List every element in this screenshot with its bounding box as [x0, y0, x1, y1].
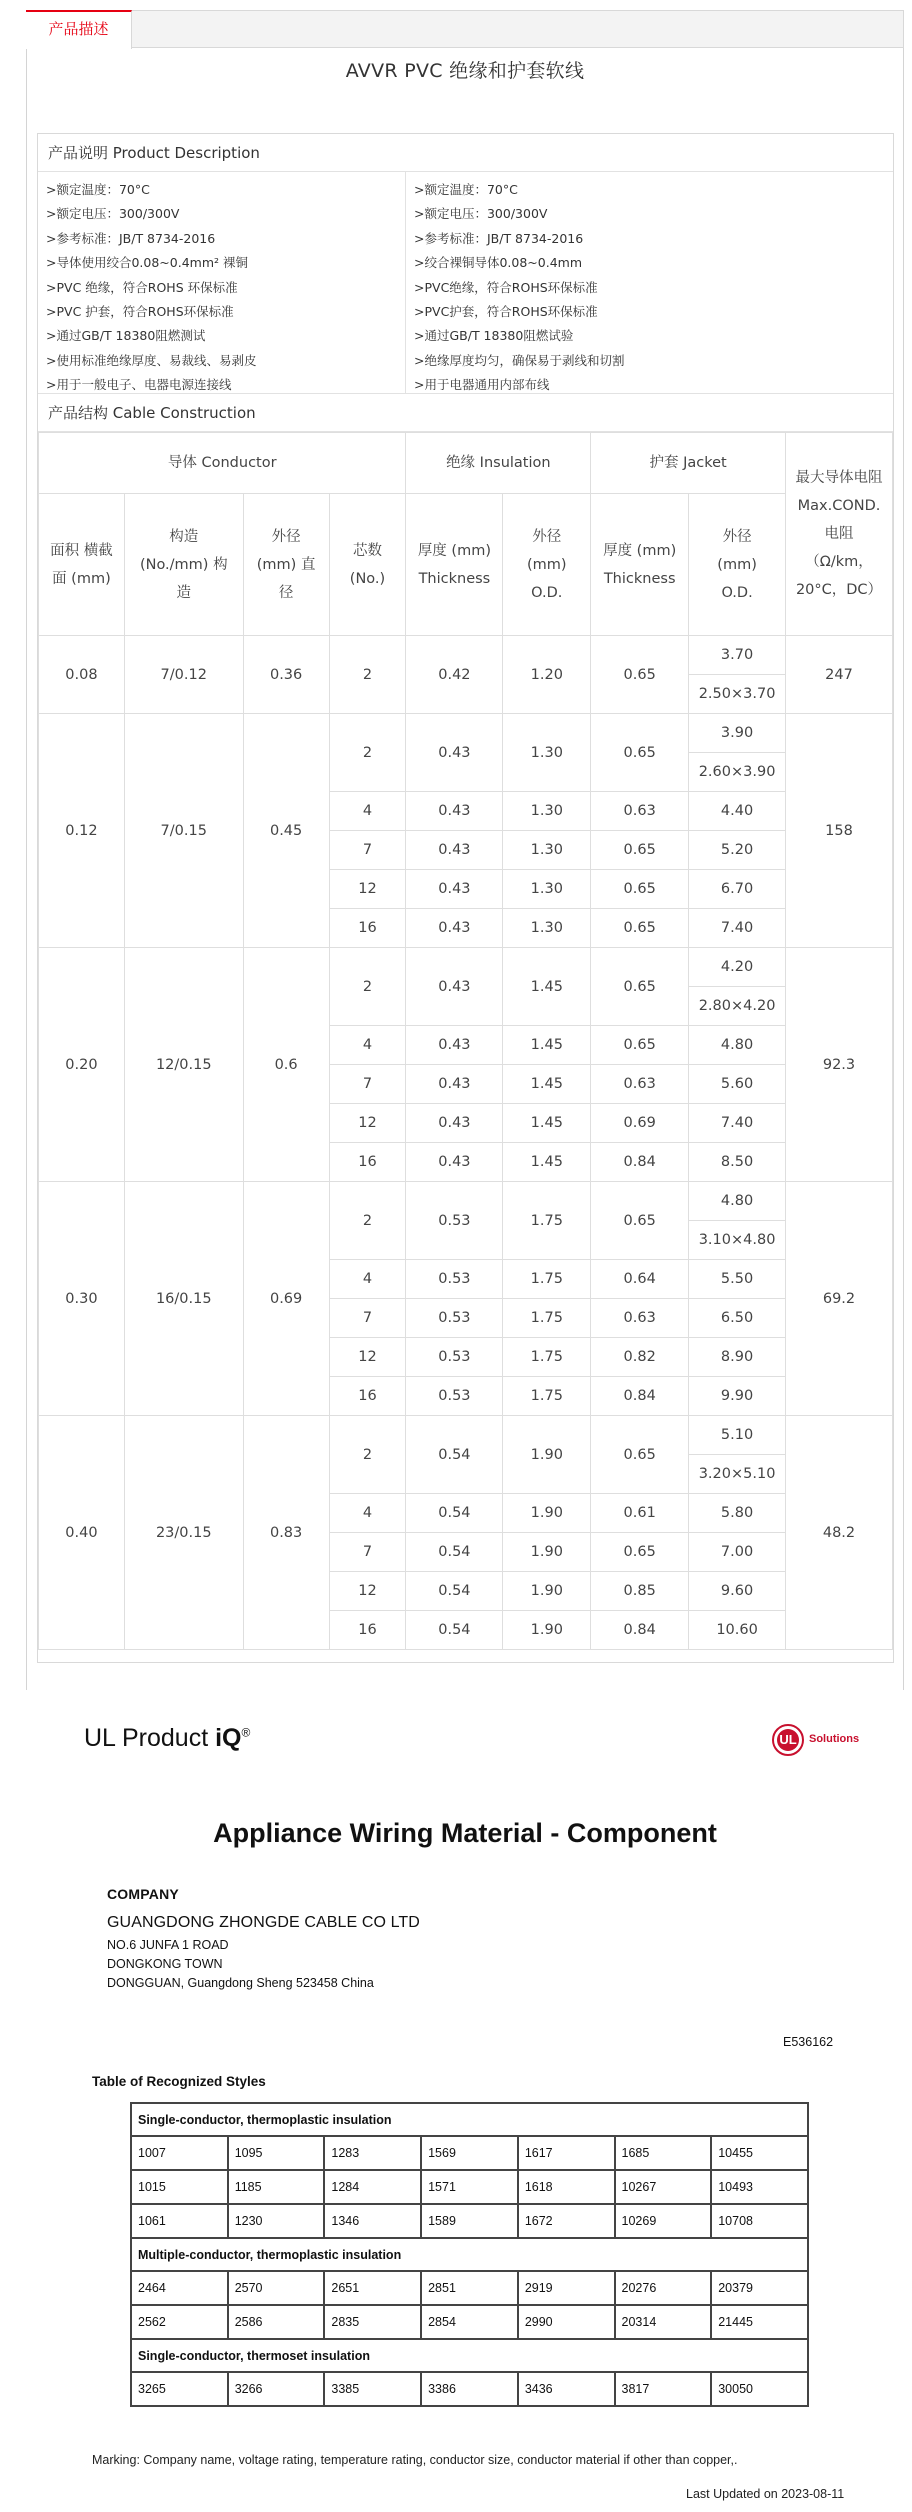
last-updated: Last Updated on 2023-08-11: [686, 2487, 845, 2501]
cell-jacket-od: 2.60×3.90: [689, 753, 786, 792]
cell-insulation-od: 1.45: [503, 1026, 591, 1065]
cell-jacket-od: 2.50×3.70: [689, 675, 786, 714]
style-number: 1095: [228, 2136, 325, 2170]
style-group-row: [131, 2103, 808, 2136]
cell-stranding: 7/0.12: [124, 636, 243, 714]
cell-cores: 16: [329, 1143, 406, 1182]
cell-jacket-od: 2.80×4.20: [689, 987, 786, 1026]
cell-cores: 16: [329, 909, 406, 948]
description-line: >用于一般电子、电器电源连接线: [46, 377, 232, 393]
style-number: 1569: [421, 2136, 518, 2170]
cell-insulation-od: 1.90: [503, 1416, 591, 1494]
tab-bar: [26, 10, 904, 48]
company-block: [107, 1886, 420, 1993]
cell-area: 0.12: [39, 714, 125, 948]
cell-cores: 2: [329, 1182, 406, 1260]
cable-construction-table: [38, 432, 893, 1650]
description-line: >导体使用绞合0.08~0.4mm² 裸铜: [46, 255, 248, 271]
cell-conductor-od: 0.36: [243, 636, 329, 714]
cell-jacket-thickness: 0.65: [591, 948, 689, 1026]
cell-max-resistance: 69.2: [786, 1182, 893, 1416]
cell-insulation-thickness: 0.43: [406, 1143, 503, 1182]
cell-jacket-od: 7.40: [689, 909, 786, 948]
header-conductor: 导体 Conductor: [39, 433, 406, 494]
table-row: [39, 714, 893, 753]
cell-cores: 2: [329, 636, 406, 714]
cell-insulation-thickness: 0.53: [406, 1260, 503, 1299]
cell-insulation-thickness: 0.54: [406, 1494, 503, 1533]
cell-stranding: 12/0.15: [124, 948, 243, 1182]
style-row: [131, 2170, 808, 2204]
table-row: [39, 636, 893, 675]
cell-area: 0.20: [39, 948, 125, 1182]
header-conductor-od: 外径 (mm) 直径: [243, 494, 329, 636]
cell-jacket-thickness: 0.65: [591, 870, 689, 909]
cell-cores: 7: [329, 831, 406, 870]
header-jacket: 护套 Jacket: [591, 433, 786, 494]
style-number: 20379: [711, 2271, 808, 2305]
cell-jacket-thickness: 0.84: [591, 1143, 689, 1182]
cell-stranding: 23/0.15: [124, 1416, 243, 1650]
cell-insulation-od: 1.75: [503, 1377, 591, 1416]
recognized-styles-table: [130, 2102, 809, 2407]
cell-area: 0.40: [39, 1416, 125, 1650]
header-stranding: 构造 (No./mm) 构造: [124, 494, 243, 636]
header-cores: 芯数 (No.): [329, 494, 406, 636]
cell-jacket-od: 5.20: [689, 831, 786, 870]
cell-insulation-thickness: 0.43: [406, 792, 503, 831]
style-number: 2990: [518, 2305, 615, 2339]
style-number: 1618: [518, 2170, 615, 2204]
cell-jacket-thickness: 0.84: [591, 1377, 689, 1416]
cell-insulation-od: 1.90: [503, 1611, 591, 1650]
cell-insulation-thickness: 0.42: [406, 636, 503, 714]
style-group-row: [131, 2238, 808, 2271]
cell-insulation-od: 1.90: [503, 1533, 591, 1572]
spec-box: [37, 133, 894, 1663]
header-jacket-od: 外径 (mm) O.D.: [689, 494, 786, 636]
address-line: DONGKONG TOWN: [107, 1957, 223, 1971]
cell-jacket-thickness: 0.63: [591, 792, 689, 831]
cell-cores: 12: [329, 1572, 406, 1611]
style-number: 3266: [228, 2372, 325, 2406]
description-line: >额定电压：300/300V: [46, 206, 180, 222]
cell-insulation-thickness: 0.43: [406, 870, 503, 909]
description-panel: [38, 172, 893, 394]
cell-insulation-od: 1.90: [503, 1494, 591, 1533]
style-number: 10493: [711, 2170, 808, 2204]
cell-jacket-od: 8.50: [689, 1143, 786, 1182]
cell-jacket-thickness: 0.65: [591, 1026, 689, 1065]
style-row: [131, 2204, 808, 2238]
description-line: >PVC 护套，符合ROHS环保标准: [46, 304, 234, 320]
cell-jacket-od: 4.40: [689, 792, 786, 831]
style-group-title: Single-conductor, thermoset insulation: [131, 2339, 808, 2372]
style-number: 2854: [421, 2305, 518, 2339]
cell-max-resistance: 158: [786, 714, 893, 948]
description-line: >通过GB/T 18380阻燃试验: [414, 328, 574, 344]
cell-insulation-od: 1.20: [503, 636, 591, 714]
cell-cores: 2: [329, 1416, 406, 1494]
cell-insulation-od: 1.45: [503, 1065, 591, 1104]
cell-cores: 7: [329, 1533, 406, 1572]
style-number: 1617: [518, 2136, 615, 2170]
style-number: 1015: [131, 2170, 228, 2204]
style-number: 10267: [615, 2170, 712, 2204]
cell-insulation-od: 1.30: [503, 870, 591, 909]
cell-stranding: 16/0.15: [124, 1182, 243, 1416]
cell-insulation-od: 1.45: [503, 1143, 591, 1182]
tab-product-description[interactable]: 产品描述: [26, 10, 132, 49]
cell-insulation-thickness: 0.54: [406, 1611, 503, 1650]
cell-jacket-od: 3.10×4.80: [689, 1221, 786, 1260]
description-line: >额定温度：70°C: [414, 182, 518, 197]
description-heading: 产品说明 Product Description: [38, 134, 893, 172]
cell-cores: 12: [329, 1104, 406, 1143]
cell-insulation-od: 1.45: [503, 1104, 591, 1143]
style-number: 3385: [324, 2372, 421, 2406]
style-number: 1061: [131, 2204, 228, 2238]
cell-insulation-thickness: 0.53: [406, 1182, 503, 1260]
company-address: [107, 1936, 420, 1993]
cell-insulation-thickness: 0.54: [406, 1416, 503, 1494]
cell-jacket-od: 8.90: [689, 1338, 786, 1377]
style-number: 30050: [711, 2372, 808, 2406]
cell-insulation-thickness: 0.53: [406, 1338, 503, 1377]
cell-insulation-od: 1.30: [503, 792, 591, 831]
cell-insulation-thickness: 0.43: [406, 831, 503, 870]
cell-conductor-od: 0.69: [243, 1182, 329, 1416]
cell-jacket-thickness: 0.65: [591, 636, 689, 714]
style-number: 2464: [131, 2271, 228, 2305]
style-number: 1230: [228, 2204, 325, 2238]
style-number: 10269: [615, 2204, 712, 2238]
cell-cores: 4: [329, 1260, 406, 1299]
style-number: 2835: [324, 2305, 421, 2339]
construction-heading: 产品结构 Cable Construction: [38, 394, 893, 432]
cell-cores: 2: [329, 948, 406, 1026]
cell-area: 0.30: [39, 1182, 125, 1416]
cell-max-resistance: 247: [786, 636, 893, 714]
cell-jacket-od: 6.70: [689, 870, 786, 909]
cell-conductor-od: 0.83: [243, 1416, 329, 1650]
cell-cores: 4: [329, 792, 406, 831]
cell-insulation-od: 1.30: [503, 909, 591, 948]
description-line: >PVC护套，符合ROHS环保标准: [414, 304, 598, 320]
cell-cores: 16: [329, 1611, 406, 1650]
cell-insulation-od: 1.75: [503, 1182, 591, 1260]
cell-jacket-od: 3.20×5.10: [689, 1455, 786, 1494]
style-number: 2651: [324, 2271, 421, 2305]
address-line: DONGGUAN, Guangdong Sheng 523458 China: [107, 1976, 374, 1990]
cell-cores: 16: [329, 1377, 406, 1416]
address-line: NO.6 JUNFA 1 ROAD: [107, 1938, 229, 1952]
description-line: >绝缘厚度均匀，确保易于剥线和切割: [414, 352, 625, 368]
cell-max-resistance: 48.2: [786, 1416, 893, 1650]
cell-cores: 4: [329, 1026, 406, 1065]
cell-insulation-thickness: 0.43: [406, 1065, 503, 1104]
styles-table-title: Table of Recognized Styles: [92, 2074, 266, 2089]
cell-jacket-od: 9.60: [689, 1572, 786, 1611]
description-line: >绞合裸铜导体0.08~0.4mm: [414, 255, 583, 271]
cell-insulation-od: 1.30: [503, 831, 591, 870]
style-number: 2570: [228, 2271, 325, 2305]
description-chinese-col-left: [38, 172, 406, 394]
cell-insulation-thickness: 0.43: [406, 714, 503, 792]
style-group-row: [131, 2339, 808, 2372]
style-number: 1007: [131, 2136, 228, 2170]
cell-jacket-od: 4.20: [689, 948, 786, 987]
cell-jacket-od: 3.70: [689, 636, 786, 675]
cell-jacket-thickness: 0.82: [591, 1338, 689, 1377]
style-number: 1571: [421, 2170, 518, 2204]
header-insulation: 绝缘 Insulation: [406, 433, 591, 494]
style-number: 1283: [324, 2136, 421, 2170]
cell-insulation-thickness: 0.54: [406, 1572, 503, 1611]
style-number: 1685: [615, 2136, 712, 2170]
cell-jacket-thickness: 0.84: [591, 1611, 689, 1650]
cell-insulation-od: 1.30: [503, 714, 591, 792]
style-number: 1185: [228, 2170, 325, 2204]
cell-jacket-thickness: 0.85: [591, 1572, 689, 1611]
cell-jacket-thickness: 0.69: [591, 1104, 689, 1143]
cell-jacket-od: 7.40: [689, 1104, 786, 1143]
certificate-title: Appliance Wiring Material - Component: [213, 1818, 717, 1848]
cell-jacket-thickness: 0.65: [591, 714, 689, 792]
ul-certificate: UL Product iQ® UL Solutions Appliance Wiring Material - Component COMPANY GUANGDONG ZHONGDE CABLE CO LTD NO.6 JUNFA 1 ROAD DONGKONG TOWN DONGGUAN, Guangdong Sheng 523458 China E536162 Table of Recognized Styles Single-conductor, thermoplastic insulation 1007 1095 1283 1569 1617 1685 10455 1015 1185 1284 1571 1618 10267 10493 1061 1230 1346 1589 1672 10269 10708 Multiple-conductor, thermoplastic insulation 2464 2570 2651 2851 2919 20276 20379 2562 2586 2835 2854 2990 20314 21445 Single-conductor, thermoset insulation 3265 3266 3385 3386 3436 3817 30050 Marking: Company name, voltage rating, temperature rating, conductor size, conductor material if other than copper,. Last Updated on 2023-08-11: [26, 1690, 904, 2512]
file-number: E536162: [783, 2035, 834, 2049]
cell-insulation-thickness: 0.43: [406, 1026, 503, 1065]
cell-area: 0.08: [39, 636, 125, 714]
cell-jacket-thickness: 0.65: [591, 1533, 689, 1572]
table-row: [39, 948, 893, 987]
cell-insulation-thickness: 0.43: [406, 1104, 503, 1143]
cell-jacket-od: 4.80: [689, 1026, 786, 1065]
style-number: 2919: [518, 2271, 615, 2305]
style-number: 10708: [711, 2204, 808, 2238]
style-row: [131, 2372, 808, 2406]
cell-insulation-od: 1.75: [503, 1260, 591, 1299]
cell-max-resistance: 92.3: [786, 948, 893, 1182]
cell-jacket-od: 9.90: [689, 1377, 786, 1416]
header-area: 面积 横截面 (mm): [39, 494, 125, 636]
description-line: >PVC绝缘，符合ROHS环保标准: [414, 279, 598, 295]
style-number: 3436: [518, 2372, 615, 2406]
cell-insulation-od: 1.45: [503, 948, 591, 1026]
company-label: COMPANY: [107, 1886, 179, 1902]
style-row: [131, 2136, 808, 2170]
cell-jacket-od: 5.10: [689, 1416, 786, 1455]
cell-conductor-od: 0.6: [243, 948, 329, 1182]
product-title: AVVR PVC 绝缘和护套软线: [345, 60, 585, 82]
style-number: 1284: [324, 2170, 421, 2204]
style-group-title: Multiple-conductor, thermoplastic insulation: [131, 2238, 808, 2271]
style-number: 20276: [615, 2271, 712, 2305]
cell-insulation-od: 1.75: [503, 1338, 591, 1377]
cell-jacket-thickness: 0.65: [591, 1182, 689, 1260]
table-row: [39, 1182, 893, 1221]
style-number: 1589: [421, 2204, 518, 2238]
cell-jacket-od: 4.80: [689, 1182, 786, 1221]
cell-conductor-od: 0.45: [243, 714, 329, 948]
cell-insulation-thickness: 0.54: [406, 1533, 503, 1572]
style-number: 3817: [615, 2372, 712, 2406]
cell-insulation-od: 1.75: [503, 1299, 591, 1338]
cell-jacket-thickness: 0.64: [591, 1260, 689, 1299]
style-number: 2586: [228, 2305, 325, 2339]
cell-insulation-od: 1.90: [503, 1572, 591, 1611]
description-line: >额定温度：70°C: [46, 182, 150, 197]
header-max-resistance: 最大导体电阻 Max.COND. 电阻（Ω/km，20°C，DC）: [786, 433, 893, 636]
style-row: [131, 2271, 808, 2305]
header-jacket-thickness: 厚度 (mm) Thickness: [591, 494, 689, 636]
description-line: >通过GB/T 18380阻燃测试: [46, 328, 206, 344]
style-number: 1346: [324, 2204, 421, 2238]
header-insulation-od: 外径 (mm) O.D.: [503, 494, 591, 636]
cell-jacket-od: 5.80: [689, 1494, 786, 1533]
marking-note: Marking: Company name, voltage rating, temperature rating, conductor size, conductor material if other than copper,.: [92, 2453, 738, 2467]
cell-cores: 2: [329, 714, 406, 792]
cell-stranding: 7/0.15: [124, 714, 243, 948]
description-chinese-col-right: [406, 172, 893, 394]
ul-product-iq-brand: UL Product iQ®: [84, 1724, 251, 1752]
style-number: 20314: [615, 2305, 712, 2339]
description-line: >PVC 绝缘，符合ROHS 环保标准: [46, 279, 238, 295]
description-line: >参考标准：JB/T 8734-2016: [46, 230, 216, 246]
cell-jacket-thickness: 0.63: [591, 1065, 689, 1104]
cell-jacket-od: 5.50: [689, 1260, 786, 1299]
table-row: [39, 1416, 893, 1455]
cell-cores: 7: [329, 1065, 406, 1104]
cell-cores: 4: [329, 1494, 406, 1533]
company-name: GUANGDONG ZHONGDE CABLE CO LTD: [107, 1914, 420, 1931]
style-number: 21445: [711, 2305, 808, 2339]
style-number: 2851: [421, 2271, 518, 2305]
style-number: 3386: [421, 2372, 518, 2406]
cell-jacket-thickness: 0.61: [591, 1494, 689, 1533]
style-number: 1672: [518, 2204, 615, 2238]
header-insulation-thickness: 厚度 (mm) Thickness: [406, 494, 503, 636]
cell-insulation-thickness: 0.43: [406, 909, 503, 948]
cell-jacket-thickness: 0.65: [591, 1416, 689, 1494]
cell-jacket-thickness: 0.65: [591, 909, 689, 948]
cell-cores: 12: [329, 870, 406, 909]
cell-jacket-thickness: 0.63: [591, 1299, 689, 1338]
style-number: 3265: [131, 2372, 228, 2406]
cell-jacket-od: 5.60: [689, 1065, 786, 1104]
style-number: 2562: [131, 2305, 228, 2339]
description-line: >使用标准绝缘厚度、易裁线、易剥皮: [46, 352, 257, 368]
description-line: >额定电压：300/300V: [414, 206, 548, 222]
cell-cores: 12: [329, 1338, 406, 1377]
cell-jacket-od: 3.90: [689, 714, 786, 753]
cell-jacket-od: 7.00: [689, 1533, 786, 1572]
cell-jacket-od: 10.60: [689, 1611, 786, 1650]
cell-insulation-thickness: 0.53: [406, 1377, 503, 1416]
cell-insulation-thickness: 0.43: [406, 948, 503, 1026]
cell-cores: 7: [329, 1299, 406, 1338]
style-row: [131, 2305, 808, 2339]
style-number: 10455: [711, 2136, 808, 2170]
description-line: >用于电器通用内部布线: [414, 377, 550, 393]
cell-insulation-thickness: 0.53: [406, 1299, 503, 1338]
cell-jacket-od: 6.50: [689, 1299, 786, 1338]
description-line: >参考标准：JB/T 8734-2016: [414, 230, 584, 246]
style-group-title: Single-conductor, thermoplastic insulation: [131, 2103, 808, 2136]
cell-jacket-thickness: 0.65: [591, 831, 689, 870]
